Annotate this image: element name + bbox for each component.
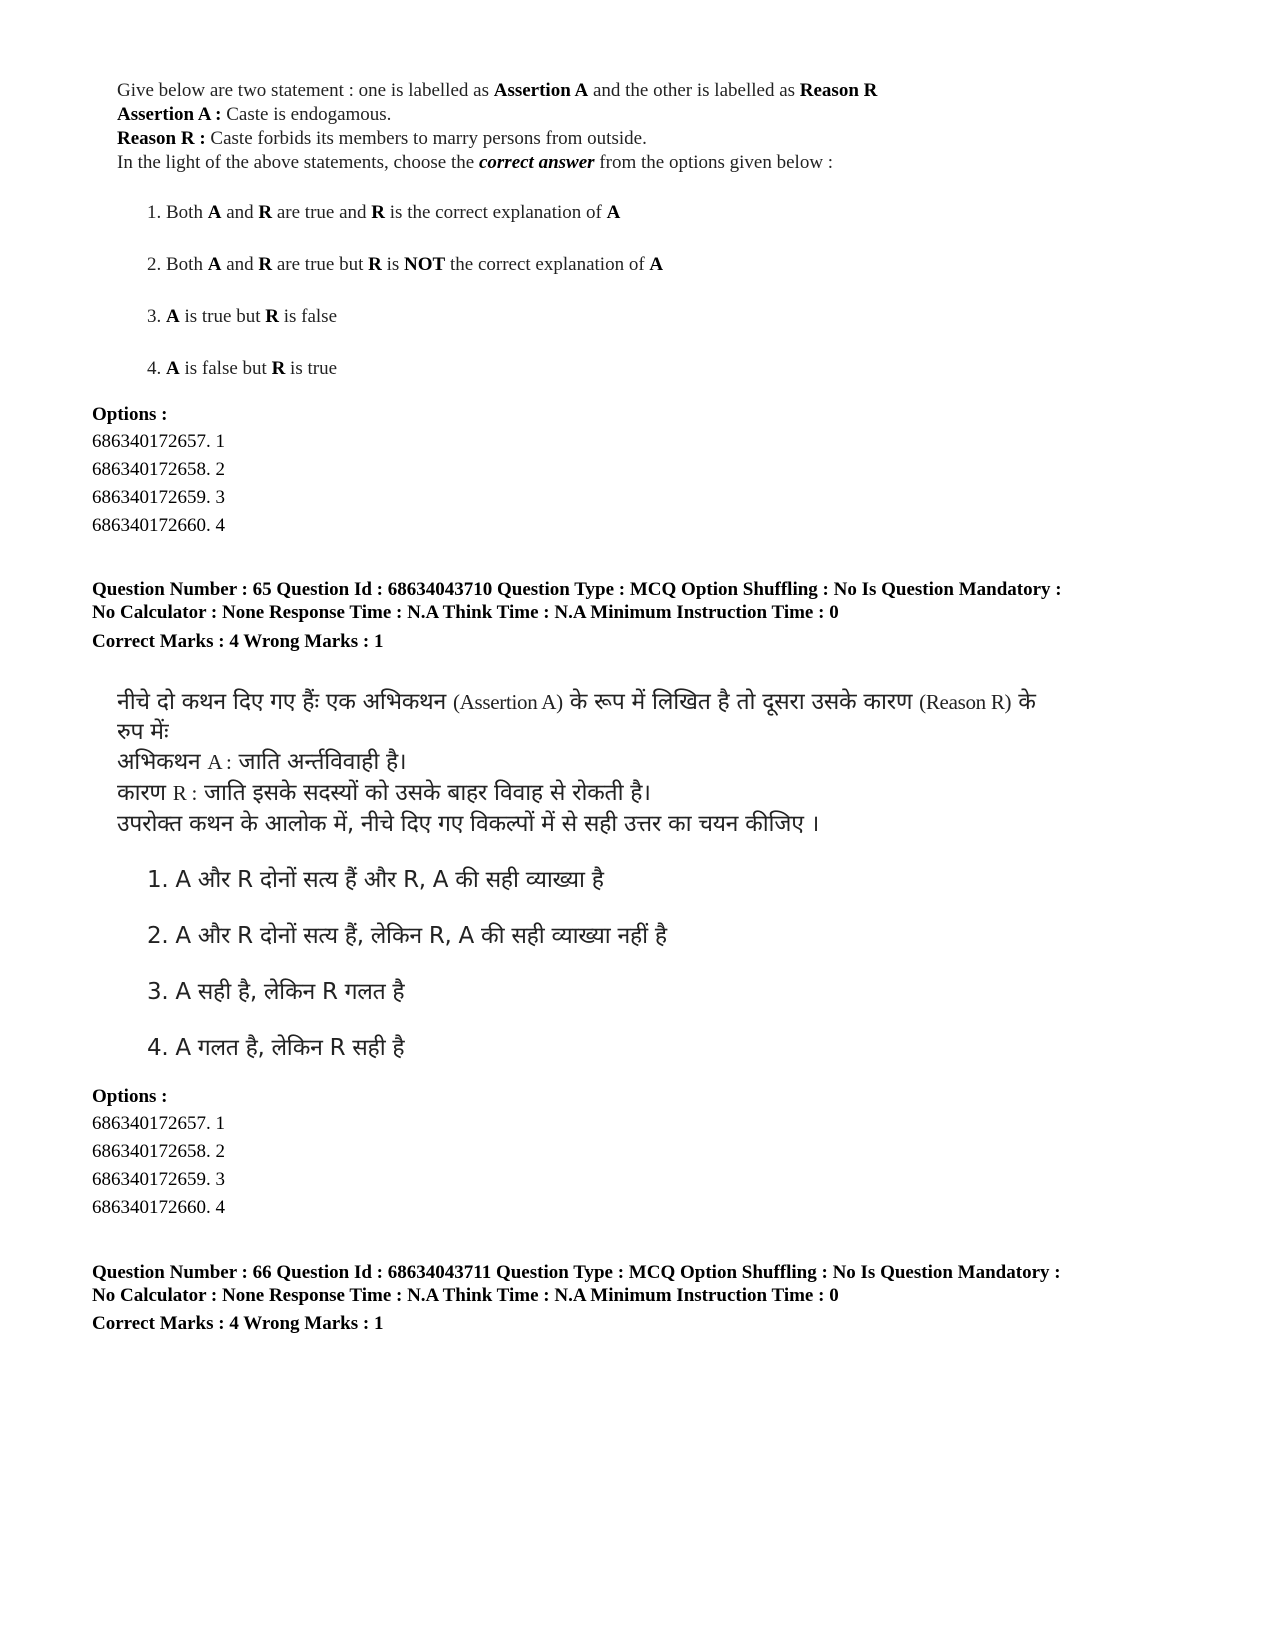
q65-option-3: 686340172659. 3 <box>92 1169 225 1190</box>
q65-marks: Correct Marks : 4 Wrong Marks : 1 <box>92 631 384 652</box>
q65-choice-1: 1. A और R दोनों सत्य हैं और R, A की सही व्याख्या है <box>147 867 604 893</box>
choice-text: Both <box>161 254 208 275</box>
choice-number: 1. <box>147 202 162 223</box>
q66-marks: Correct Marks : 4 Wrong Marks : 1 <box>92 1313 384 1334</box>
q65-options-label: Options : <box>92 1086 168 1107</box>
q65-meta-line-2: No Calculator : None Response Time : N.A Think Time : N.A Minimum Instruction Time : 0 <box>92 602 839 623</box>
choice-bold: NOT <box>404 254 446 275</box>
q66-meta-line-1: Question Number : 66 Question Id : 68634043711 Question Type : MCQ Option Shuffling : No Is Question Mandatory : <box>92 1262 1061 1283</box>
choice-text: are true and <box>272 202 372 223</box>
choice-bold: A <box>207 254 222 275</box>
q64-choice-1 <box>147 202 620 224</box>
hindi-latin: A : <box>207 750 232 774</box>
choice-bold: R <box>265 306 279 327</box>
choice-bold: A <box>207 202 222 223</box>
q65-meta-line-1: Question Number : 65 Question Id : 68634043710 Question Type : MCQ Option Shuffling : No Is Question Mandatory : <box>92 579 1062 600</box>
choice-bold: R <box>258 254 273 275</box>
q65-choice-2: 2. A और R दोनों सत्य हैं, लेकिन R, A की सही व्याख्या नहीं है <box>147 923 667 949</box>
choice-number: 4. <box>147 358 162 379</box>
q64-option-2: 686340172658. 2 <box>92 459 225 480</box>
choice-text: is <box>381 254 405 275</box>
choice-text: is false <box>278 306 338 327</box>
q64-choice-2 <box>147 254 663 276</box>
q64-options-label: Options : <box>92 404 168 425</box>
choice-text: is true <box>285 358 338 379</box>
q64-intro <box>117 80 877 102</box>
q65-hindi-line-4 <box>117 775 651 807</box>
reason-text: Caste forbids its members to marry persons from outside. <box>205 128 647 149</box>
choice-bold: A <box>166 306 180 327</box>
q64-option-4: 686340172660. 4 <box>92 515 225 536</box>
intro-text: Give below are two statement : one is labelled as <box>117 80 494 101</box>
hindi-text: कारण <box>117 780 173 806</box>
q64-option-1: 686340172657. 1 <box>92 431 225 452</box>
q65-choice-4: 4. A गलत है, लेकिन R सही है <box>147 1035 405 1061</box>
reason-label: Reason R : <box>117 128 206 149</box>
choice-number: 2. <box>147 254 162 275</box>
choice-text: is false but <box>179 358 272 379</box>
q64-choice-4 <box>147 358 337 380</box>
choice-text: is true but <box>179 306 266 327</box>
q65-option-4: 686340172660. 4 <box>92 1197 225 1218</box>
assertion-label: Assertion A : <box>117 104 222 125</box>
intro-bold: Reason R <box>799 80 878 101</box>
intro-bold: Assertion A <box>493 80 589 101</box>
intro-text: and the other is labelled as <box>588 80 800 101</box>
q65-option-2: 686340172658. 2 <box>92 1141 225 1162</box>
choice-bold: R <box>368 254 382 275</box>
q64-assertion <box>117 104 391 126</box>
choice-bold: R <box>271 358 286 379</box>
q64-choice-3 <box>147 306 337 328</box>
q64-reason <box>117 128 647 150</box>
instruction-emphasis: correct answer <box>478 152 595 173</box>
choice-text: and <box>221 202 259 223</box>
instruction-text: from the options given below : <box>594 152 834 173</box>
assertion-text: Caste is endogamous. <box>221 104 392 125</box>
q66-meta-line-2: No Calculator : None Response Time : N.A Think Time : N.A Minimum Instruction Time : 0 <box>92 1285 839 1306</box>
hindi-text: जाति अर्न्तविवाही है। <box>231 749 407 775</box>
hindi-text: जाति इसके सदस्यों को उसके बाहर विवाह से रोकती है। <box>196 780 651 806</box>
choice-bold: A <box>606 202 621 223</box>
hindi-latin: (Reason R) <box>919 690 1012 714</box>
q65-hindi-line-1 <box>117 684 1036 716</box>
hindi-latin: (Assertion A) <box>452 690 563 714</box>
q65-option-1: 686340172657. 1 <box>92 1113 225 1134</box>
choice-text: the correct explanation of <box>445 254 650 275</box>
choice-bold: R <box>258 202 273 223</box>
q65-hindi-line-3 <box>117 744 406 776</box>
hindi-text: के <box>1011 689 1036 715</box>
choice-number: 3. <box>147 306 162 327</box>
choice-text: are true but <box>272 254 369 275</box>
choice-bold: R <box>371 202 386 223</box>
choice-bold: A <box>649 254 664 275</box>
hindi-text: अभिकथन <box>117 749 208 775</box>
q64-option-3: 686340172659. 3 <box>92 487 225 508</box>
hindi-latin: R : <box>172 781 197 805</box>
hindi-text: के रूप में लिखित है तो दूसरा उसके कारण <box>562 689 920 715</box>
q65-choice-3: 3. A सही है, लेकिन R गलत है <box>147 979 405 1005</box>
choice-text: Both <box>161 202 208 223</box>
choice-text: and <box>221 254 259 275</box>
q64-instruction <box>117 152 833 174</box>
choice-text: is the correct explanation of <box>385 202 607 223</box>
choice-bold: A <box>166 358 180 379</box>
q65-hindi-line-5: उपरोक्त कथन के आलोक में, नीचे दिए गए विकल्पों में से सही उत्तर का चयन कीजिए । <box>117 811 820 837</box>
hindi-text: नीचे दो कथन दिए गए हैंः एक अभिकथन <box>117 689 453 715</box>
instruction-text: In the light of the above statements, choose the <box>117 152 479 173</box>
q65-hindi-line-2: रुप मेंः <box>117 719 169 745</box>
